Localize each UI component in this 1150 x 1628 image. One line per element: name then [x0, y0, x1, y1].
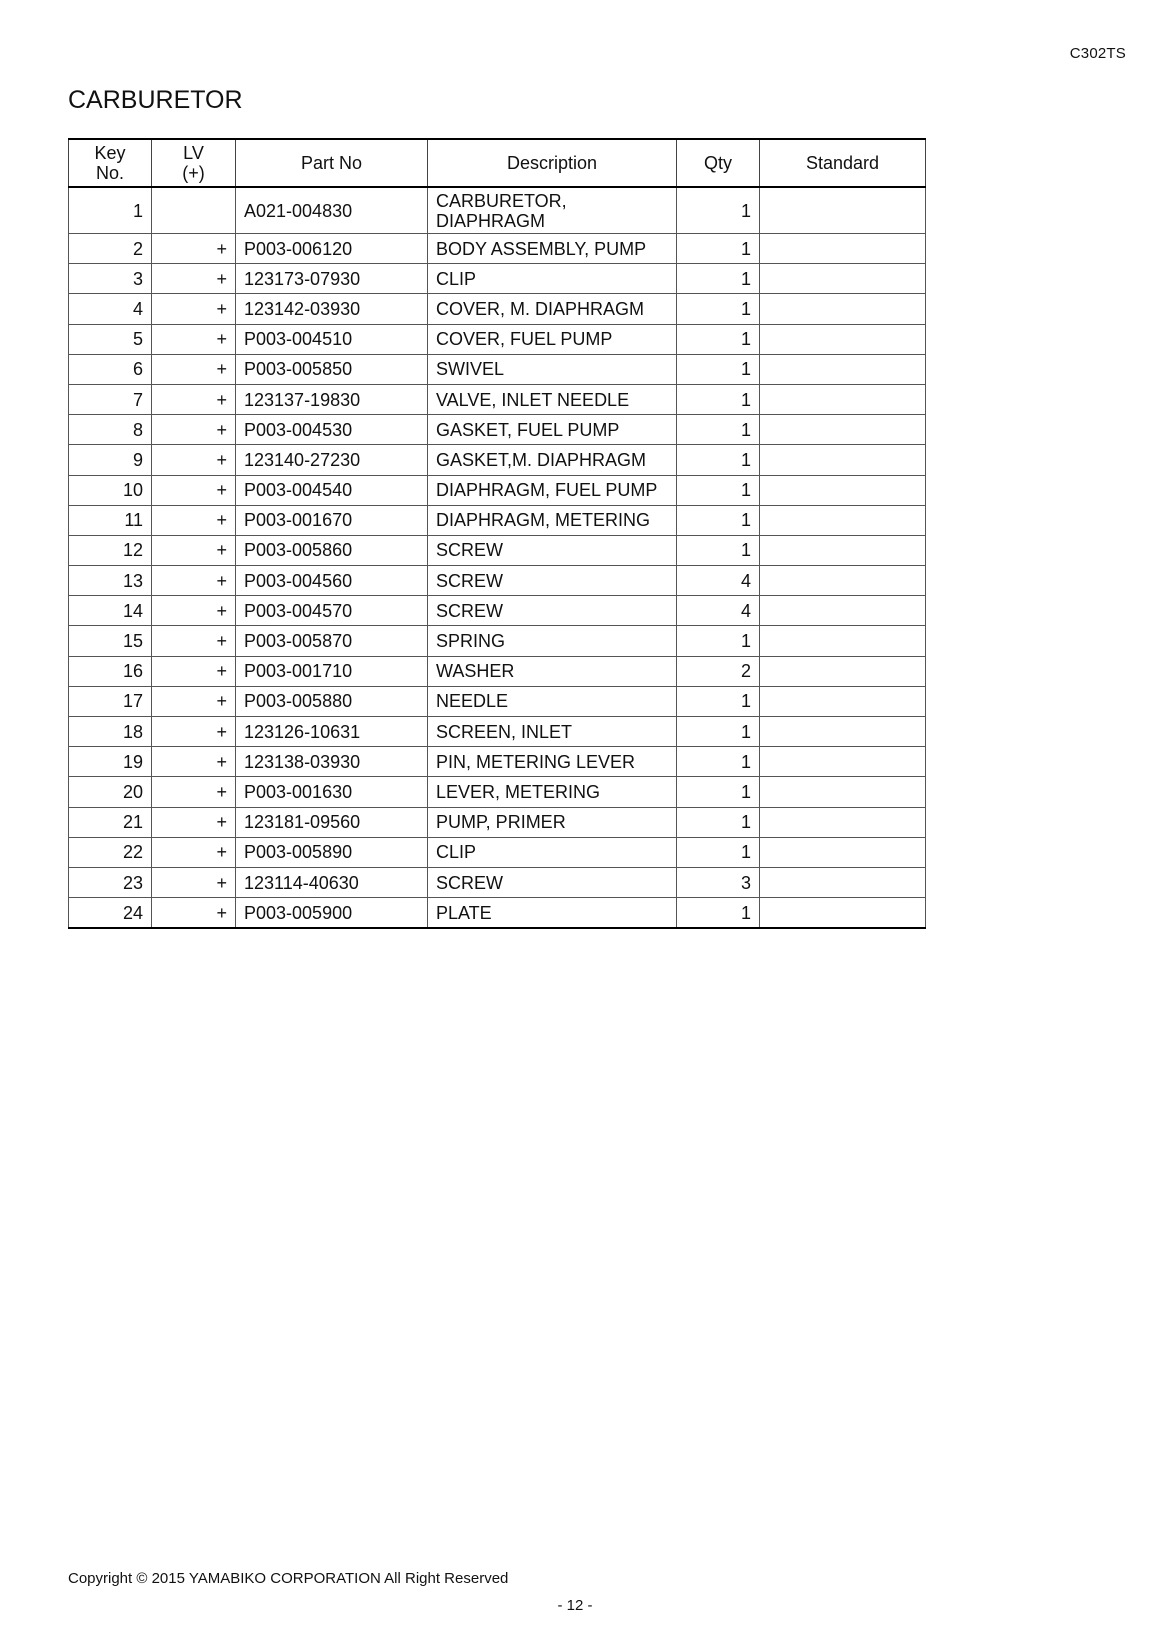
key-cell: 6: [69, 354, 152, 384]
standard-cell: [760, 354, 926, 384]
description-cell: GASKET, FUEL PUMP: [428, 415, 677, 445]
lv-cell: +: [152, 867, 236, 897]
page-number: - 12 -: [557, 1597, 593, 1614]
key-cell: 13: [69, 566, 152, 596]
description-cell: DIAPHRAGM, FUEL PUMP: [428, 475, 677, 505]
table-row: [69, 324, 926, 354]
lv-cell: +: [152, 264, 236, 294]
key-cell: 2: [69, 234, 152, 264]
key-cell: 5: [69, 324, 152, 354]
part-no-cell: P003-004570: [236, 596, 428, 626]
lv-cell: +: [152, 324, 236, 354]
qty-cell: 1: [677, 384, 760, 414]
lv-cell: +: [152, 384, 236, 414]
key-cell: 21: [69, 807, 152, 837]
description-cell: SCREEN, INLET: [428, 717, 677, 747]
standard-cell: [760, 566, 926, 596]
qty-cell: 1: [677, 747, 760, 777]
qty-cell: 4: [677, 566, 760, 596]
lv-cell: +: [152, 686, 236, 716]
lv-cell: +: [152, 354, 236, 384]
parts-table-header: [69, 139, 926, 187]
standard-cell: [760, 234, 926, 264]
lv-cell: +: [152, 596, 236, 626]
key-cell: 16: [69, 656, 152, 686]
qty-cell: 1: [677, 445, 760, 475]
part-no-cell: 123181-09560: [236, 807, 428, 837]
standard-cell: [760, 264, 926, 294]
qty-cell: 1: [677, 475, 760, 505]
part-no-cell: P003-005850: [236, 354, 428, 384]
table-row: [69, 234, 926, 264]
table-row: [69, 717, 926, 747]
qty-cell: 4: [677, 596, 760, 626]
description-cell: DIAPHRAGM, METERING: [428, 505, 677, 535]
description-cell: LEVER, METERING: [428, 777, 677, 807]
part-no-cell: P003-005880: [236, 686, 428, 716]
part-no-cell: P003-005860: [236, 535, 428, 565]
key-cell: 15: [69, 626, 152, 656]
part-no-cell: 123114-40630: [236, 867, 428, 897]
qty-cell: 1: [677, 807, 760, 837]
description-cell: GASKET,M. DIAPHRAGM: [428, 445, 677, 475]
parts-table: [68, 138, 926, 929]
part-no-cell: P003-001630: [236, 777, 428, 807]
description-cell: NEEDLE: [428, 686, 677, 716]
standard-cell: [760, 837, 926, 867]
standard-cell: [760, 294, 926, 324]
part-no-cell: P003-005900: [236, 898, 428, 929]
description-cell: SPRING: [428, 626, 677, 656]
table-row: [69, 415, 926, 445]
description-cell: CLIP: [428, 264, 677, 294]
key-cell: 17: [69, 686, 152, 716]
key-cell: 14: [69, 596, 152, 626]
standard-cell: [760, 596, 926, 626]
description-cell: VALVE, INLET NEEDLE: [428, 384, 677, 414]
table-row: [69, 505, 926, 535]
key-cell: 1: [69, 187, 152, 234]
table-row: [69, 656, 926, 686]
lv-cell: +: [152, 475, 236, 505]
part-no-cell: P003-004530: [236, 415, 428, 445]
qty-cell: 1: [677, 717, 760, 747]
column-header-lv: LV (+): [152, 139, 236, 187]
key-cell: 4: [69, 294, 152, 324]
table-row: [69, 596, 926, 626]
lv-cell: +: [152, 626, 236, 656]
key-cell: 7: [69, 384, 152, 414]
key-cell: 12: [69, 535, 152, 565]
lv-cell: +: [152, 656, 236, 686]
qty-cell: 1: [677, 264, 760, 294]
qty-cell: 1: [677, 837, 760, 867]
key-cell: 24: [69, 898, 152, 929]
key-cell: 20: [69, 777, 152, 807]
lv-cell: +: [152, 415, 236, 445]
table-row: [69, 807, 926, 837]
table-row: [69, 264, 926, 294]
qty-cell: 1: [677, 626, 760, 656]
qty-cell: 1: [677, 354, 760, 384]
qty-cell: 1: [677, 777, 760, 807]
document-code: C302TS: [1069, 45, 1126, 62]
lv-cell: +: [152, 566, 236, 596]
table-row: [69, 354, 926, 384]
standard-cell: [760, 626, 926, 656]
lv-cell: +: [152, 505, 236, 535]
table-row: [69, 187, 926, 234]
key-cell: 23: [69, 867, 152, 897]
key-cell: 9: [69, 445, 152, 475]
table-row: [69, 566, 926, 596]
standard-cell: [760, 898, 926, 929]
part-no-cell: P003-004510: [236, 324, 428, 354]
part-no-cell: P003-004560: [236, 566, 428, 596]
description-cell: SCREW: [428, 596, 677, 626]
standard-cell: [760, 187, 926, 234]
column-header-key: Key No.: [69, 139, 152, 187]
standard-cell: [760, 415, 926, 445]
table-row: [69, 747, 926, 777]
table-row: [69, 626, 926, 656]
table-row: [69, 475, 926, 505]
description-cell: COVER, FUEL PUMP: [428, 324, 677, 354]
part-no-cell: 123138-03930: [236, 747, 428, 777]
lv-cell: +: [152, 807, 236, 837]
lv-cell: +: [152, 898, 236, 929]
lv-cell: [152, 187, 236, 234]
column-header-qty: Qty: [677, 139, 760, 187]
key-cell: 19: [69, 747, 152, 777]
standard-cell: [760, 505, 926, 535]
column-header-standard: Standard: [760, 139, 926, 187]
column-header-description: Description: [428, 139, 677, 187]
standard-cell: [760, 867, 926, 897]
standard-cell: [760, 475, 926, 505]
part-no-cell: P003-004540: [236, 475, 428, 505]
key-cell: 10: [69, 475, 152, 505]
part-no-cell: 123173-07930: [236, 264, 428, 294]
qty-cell: 1: [677, 234, 760, 264]
header-row: [69, 139, 926, 187]
part-no-cell: P003-005890: [236, 837, 428, 867]
description-cell: SWIVEL: [428, 354, 677, 384]
table-row: [69, 535, 926, 565]
part-no-cell: P003-001710: [236, 656, 428, 686]
lv-cell: +: [152, 717, 236, 747]
description-cell: SCREW: [428, 867, 677, 897]
section-title: CARBURETOR: [68, 86, 243, 114]
part-no-cell: P003-001670: [236, 505, 428, 535]
part-no-cell: 123137-19830: [236, 384, 428, 414]
key-cell: 18: [69, 717, 152, 747]
description-cell: PLATE: [428, 898, 677, 929]
lv-cell: +: [152, 445, 236, 475]
description-cell: SCREW: [428, 535, 677, 565]
description-cell: SCREW: [428, 566, 677, 596]
table-row: [69, 867, 926, 897]
qty-cell: 1: [677, 686, 760, 716]
key-cell: 8: [69, 415, 152, 445]
qty-cell: 1: [677, 324, 760, 354]
standard-cell: [760, 777, 926, 807]
parts-table-body: [69, 187, 926, 928]
key-cell: 11: [69, 505, 152, 535]
key-cell: 22: [69, 837, 152, 867]
qty-cell: 1: [677, 294, 760, 324]
part-no-cell: P003-006120: [236, 234, 428, 264]
standard-cell: [760, 747, 926, 777]
description-cell: WASHER: [428, 656, 677, 686]
qty-cell: 3: [677, 867, 760, 897]
part-no-cell: P003-005870: [236, 626, 428, 656]
lv-cell: +: [152, 747, 236, 777]
standard-cell: [760, 445, 926, 475]
column-header-part-no: Part No: [236, 139, 428, 187]
standard-cell: [760, 324, 926, 354]
table-row: [69, 898, 926, 929]
description-cell: BODY ASSEMBLY, PUMP: [428, 234, 677, 264]
qty-cell: 1: [677, 898, 760, 929]
key-cell: 3: [69, 264, 152, 294]
table-row: [69, 837, 926, 867]
table-row: [69, 384, 926, 414]
copyright-notice: Copyright © 2015 YAMABIKO CORPORATION All Right Reserved: [68, 1570, 509, 1587]
description-cell: CLIP: [428, 837, 677, 867]
part-no-cell: 123126-10631: [236, 717, 428, 747]
standard-cell: [760, 717, 926, 747]
standard-cell: [760, 535, 926, 565]
table-row: [69, 686, 926, 716]
standard-cell: [760, 807, 926, 837]
qty-cell: 1: [677, 415, 760, 445]
qty-cell: 1: [677, 535, 760, 565]
description-cell: COVER, M. DIAPHRAGM: [428, 294, 677, 324]
standard-cell: [760, 384, 926, 414]
part-no-cell: 123142-03930: [236, 294, 428, 324]
table-row: [69, 445, 926, 475]
lv-cell: +: [152, 777, 236, 807]
table-row: [69, 777, 926, 807]
lv-cell: +: [152, 837, 236, 867]
lv-cell: +: [152, 535, 236, 565]
standard-cell: [760, 656, 926, 686]
description-cell: PUMP, PRIMER: [428, 807, 677, 837]
qty-cell: 2: [677, 656, 760, 686]
description-cell: PIN, METERING LEVER: [428, 747, 677, 777]
table-row: [69, 294, 926, 324]
standard-cell: [760, 686, 926, 716]
qty-cell: 1: [677, 505, 760, 535]
qty-cell: 1: [677, 187, 760, 234]
part-no-cell: 123140-27230: [236, 445, 428, 475]
lv-cell: +: [152, 294, 236, 324]
lv-cell: +: [152, 234, 236, 264]
part-no-cell: A021-004830: [236, 187, 428, 234]
description-cell: CARBURETOR, DIAPHRAGM: [428, 187, 677, 234]
